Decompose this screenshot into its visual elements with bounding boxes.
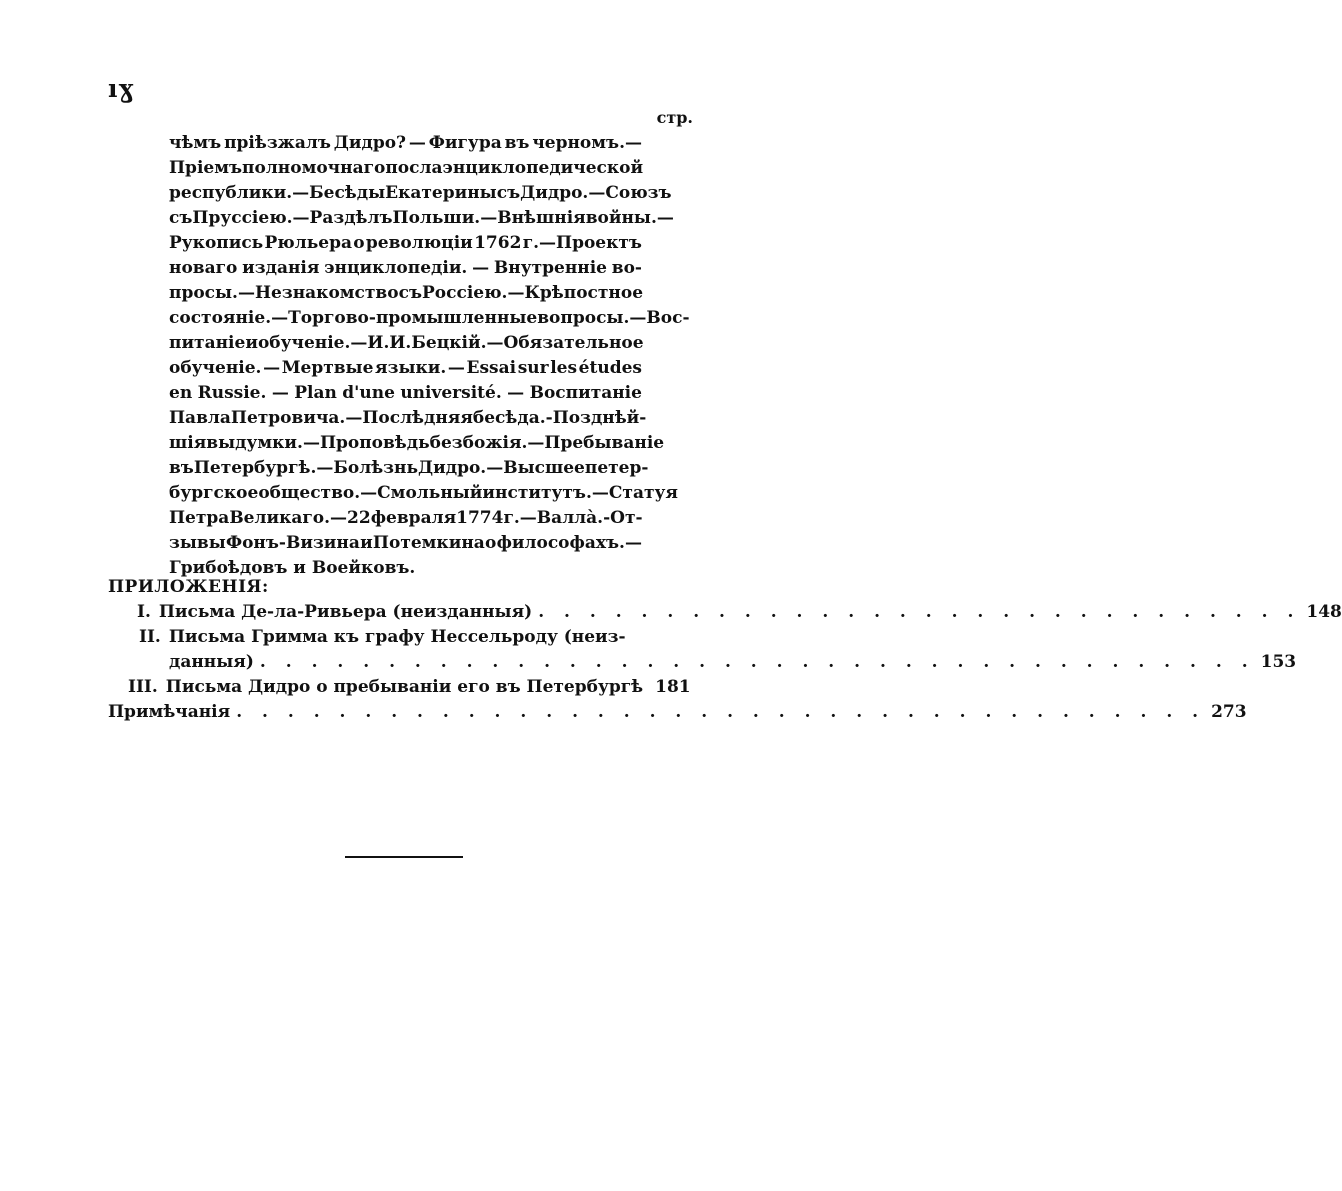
summary-line [169,181,672,206]
word: войны.— [585,208,674,228]
toc-page-number: 148 [1306,602,1342,622]
summary-line [169,156,642,181]
summary-line [169,406,647,431]
toc-numeral: I. [137,602,151,622]
word: Внутренніе [493,258,607,278]
word: петер- [584,458,649,478]
word: общество.—Смольный [258,483,483,503]
word: просы. [169,283,238,303]
word: въ [504,133,530,153]
word: Рукопись [169,233,264,253]
word: Воспитаніе [529,383,642,403]
word: — [271,383,289,403]
toc-page-number: 181 [655,677,691,697]
word: — [316,458,334,478]
word: Петербургѣ. [193,458,317,478]
word: обученіе. [169,358,262,378]
word: — [507,283,525,303]
word: Павла [169,408,231,428]
appendix-heading: ПРИЛОЖЕНІЯ: [108,577,269,597]
word: Незнакомство [254,283,399,303]
word: — [472,258,490,278]
word: Петра [169,508,230,528]
word: съ [496,183,521,203]
toc-entry-appendix-1 [137,600,1342,625]
word: обученіе.—И. [257,333,390,353]
word: — [237,283,255,303]
word: Петровича. [230,408,346,428]
page-number: ıɣ [108,74,135,103]
word: философахъ.— [496,533,642,553]
word: sur [517,358,549,378]
word: зывы [169,533,226,553]
word: — [507,383,525,403]
word: Мертвые [281,358,374,378]
summary-line [169,331,642,356]
summary-line [169,456,649,481]
word: въ [169,458,194,478]
toc-entry-appendix-3 [128,675,691,700]
word: Russie. [197,383,267,403]
word: Пруссіею.—Раздѣлъ [192,208,393,228]
word: изданія [242,258,320,278]
word: Польши.—Внѣшнія [392,208,586,228]
word: чѣмъ [169,133,222,153]
word: съ [398,283,422,303]
word: безбожія.—Пребываніе [429,433,665,453]
summary-line [169,381,642,406]
toc-title: Письма Гримма къ графу Нессельроду (неиз- [168,627,626,647]
toc-title-continued: данныя) [169,652,254,672]
notes-title: Примѣчанія [108,702,231,722]
toc-page-number: 273 [1211,702,1247,722]
word: г.—Валлà. [503,508,604,528]
word: Крѣпостное [524,283,644,303]
word: Великаго.—22 [229,508,371,528]
word: Essai [466,358,517,378]
summary-line [169,431,665,456]
word: Россіею. [422,283,508,303]
summary-line [169,231,642,256]
word: республики.—Бесѣды [169,183,386,203]
word: институтъ.—Статуя [482,483,678,503]
word: И. [389,333,412,353]
section-divider-rule [345,856,463,858]
word: выдумки. [206,433,303,453]
word: - [603,508,611,528]
leader-dots: . . . . . . . . . . . . . . . . . . . . . . . . . . . . . . [538,602,1301,622]
summary-line [169,306,690,331]
summary-line [169,206,674,231]
summary-line [169,356,642,381]
word: революціи [365,233,473,253]
word: 1774 [456,508,504,528]
toc-entry-appendix-2-line1 [139,625,682,650]
toc-entry-notes [108,700,1247,725]
word: — [263,358,281,378]
word: состояніе.—Торгово-промышленные [169,308,538,328]
word: посла [385,158,443,178]
word: 1762 [474,233,522,253]
toc-title: Письма Дидро о пребываніи его въ Петербургѣ [165,677,644,697]
word: февраля [370,508,457,528]
word: От- [610,508,643,528]
summary-line [169,281,642,306]
word: Бецкій.—Обязательное [411,333,644,353]
summary-line [169,131,642,156]
toc-title: Письма Де-ла-Ривьера (неизданныя) [158,602,533,622]
word: — [447,358,465,378]
word: Послѣдняя [362,408,473,428]
word: Фигура [428,133,502,153]
word: во- [611,258,642,278]
toc-numeral: III. [128,677,158,697]
word: Рюльера [264,233,352,253]
word: г.—Проектъ [522,233,642,253]
summary-line [169,531,642,556]
word: бесѣда. [472,408,546,428]
word: Дидро.—Высшее [418,458,585,478]
page-column-label: стр. [656,108,693,127]
word: питаніе [169,333,246,353]
word: - [545,408,553,428]
summary-line [169,256,642,281]
word: Дидро.—Союзъ [520,183,672,203]
word: съ [169,208,193,228]
word: и [360,533,373,553]
word: энциклопедіи. [324,258,468,278]
word: en [169,383,193,403]
word: d'une [342,383,395,403]
summary-line [169,506,642,531]
toc-numeral: II. [139,627,161,647]
chapter-summary-text [169,131,690,581]
leader-dots: . . . . . . . . . . . . . . . . . . . . . . . . . . . . . . . . . . . . . . [236,702,1206,722]
word: Пріемъ [169,158,243,178]
word: université. [400,383,502,403]
word: новаго [169,258,238,278]
toc-page-number: 153 [1260,652,1297,672]
word: Проповѣдь [319,433,430,453]
word: Потемкина [372,533,485,553]
summary-line [169,481,678,506]
word: Позднѣй- [552,408,647,428]
word: Екатерины [385,183,497,203]
word: Plan [294,383,337,403]
word: Дидро? [333,133,407,153]
word: о [485,533,497,553]
word: черномъ.— [532,133,642,153]
word: языки. [375,358,447,378]
word: и [245,333,258,353]
word: полномочнаго [242,158,386,178]
word: о [353,233,365,253]
word: шія [169,433,207,453]
word: — [302,433,320,453]
word: бургское [169,483,259,503]
toc-entry-appendix-2-line2 [169,650,1297,675]
word: Болѣзнь [333,458,419,478]
word: les [550,358,578,378]
word: Фонъ-Визина [225,533,360,553]
word: études [578,358,642,378]
leader-dots: . . . . . . . . . . . . . . . . . . . . . . . . . . . . . . . . . . . . . . . [259,652,1255,672]
word: вопросы.—Вос- [537,308,690,328]
word: — [408,133,426,153]
summary-line: Грибоѣдовъ и Воейковъ. [169,558,416,578]
word: — [345,408,363,428]
word: энциклопедической [442,158,644,178]
word: пріѣзжалъ [224,133,331,153]
